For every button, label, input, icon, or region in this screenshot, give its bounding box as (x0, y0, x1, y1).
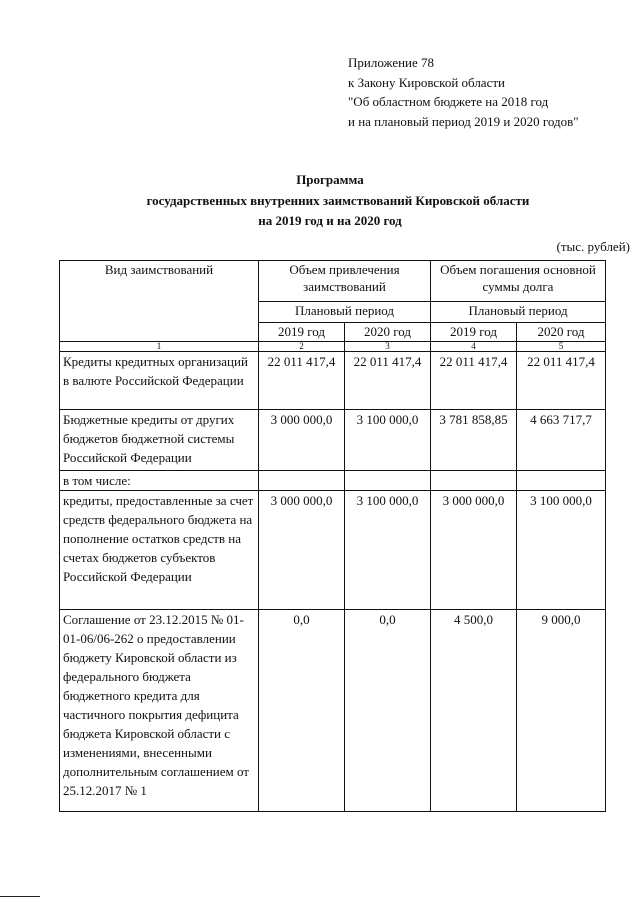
header-row (60, 261, 606, 302)
row-value: 3 100 000,0 (345, 410, 431, 471)
column-number: 2 (259, 342, 345, 352)
row-value (517, 471, 606, 491)
units-label: (тыс. рублей) (556, 239, 630, 254)
table-row (60, 610, 606, 812)
header-year: 2020 год (517, 323, 606, 342)
column-number: 3 (345, 342, 431, 352)
row-value: 4 500,0 (431, 610, 517, 812)
appendix-header (348, 53, 579, 131)
title-line-2: государственных внутренних заимствований Кировской области (146, 192, 530, 208)
header-year: 2019 год (431, 323, 517, 342)
header-planning-period-repayment: Плановый период (431, 302, 606, 323)
header-repayment-volume: Объем погашения основной суммы долга (431, 261, 606, 302)
column-number: 4 (431, 342, 517, 352)
row-value: 0,0 (345, 610, 431, 812)
column-number-row (60, 342, 606, 352)
column-number: 1 (60, 342, 259, 352)
row-name: Бюджетные кредиты от других бюджетов бюджетной системы Российской Федерации (60, 410, 259, 471)
header-year: 2020 год (345, 323, 431, 342)
row-value: 4 663 717,7 (517, 410, 606, 471)
row-name: кредиты, предоставленные за счет средств федерального бюджета на пополнение остатков средств на счетах бюджетов субъектов Российской Федерации (60, 491, 259, 610)
row-value (431, 471, 517, 491)
header-attraction-volume: Объем привлечения заимствований (259, 261, 431, 302)
row-value: 3 100 000,0 (345, 491, 431, 610)
footnote-divider (0, 896, 40, 897)
row-value: 3 000 000,0 (431, 491, 517, 610)
row-value: 3 000 000,0 (259, 491, 345, 610)
row-value: 22 011 417,4 (259, 352, 345, 410)
borrowing-program-table (59, 260, 606, 812)
row-value: 9 000,0 (517, 610, 606, 812)
appendix-line-3: "Об областном бюджете на 2018 год (348, 94, 549, 109)
row-value: 3 100 000,0 (517, 491, 606, 610)
appendix-line-4: и на плановый период 2019 и 2020 годов" (348, 113, 579, 129)
row-name: Кредиты кредитных организаций в валюте Российской Федерации (60, 352, 259, 410)
header-borrowing-type: Вид заимствований (60, 261, 259, 342)
table-row (60, 491, 606, 610)
table-row (60, 352, 606, 410)
table-row (60, 471, 606, 491)
row-value: 22 011 417,4 (345, 352, 431, 410)
document-title (0, 170, 640, 232)
row-name: в том числе: (60, 471, 259, 491)
appendix-line-2: к Закону Кировской области (348, 74, 505, 90)
appendix-line-1: Приложение 78 (348, 55, 435, 70)
header-planning-period-attraction: Плановый период (259, 302, 431, 323)
row-value: 3 781 858,85 (431, 410, 517, 471)
row-value (345, 471, 431, 491)
title-line-3: на 2019 год и на 2020 год (258, 213, 402, 228)
title-line-1: Программа (296, 172, 364, 187)
row-value: 22 011 417,4 (517, 352, 606, 410)
table-row (60, 410, 606, 471)
header-year: 2019 год (259, 323, 345, 342)
row-value: 0,0 (259, 610, 345, 812)
column-number: 5 (517, 342, 606, 352)
row-value: 3 000 000,0 (259, 410, 345, 471)
row-value (259, 471, 345, 491)
row-value: 22 011 417,4 (431, 352, 517, 410)
row-name: Соглашение от 23.12.2015 № 01-01-06/06-262 о предоставлении бюджету Кировской области из федерального бюджета бюджетного кредита для частичного покрытия дефицита бюджета Кировской области с изменениями, внесенными дополнительным соглашением от 25.12.2017 № 1 (60, 610, 259, 812)
